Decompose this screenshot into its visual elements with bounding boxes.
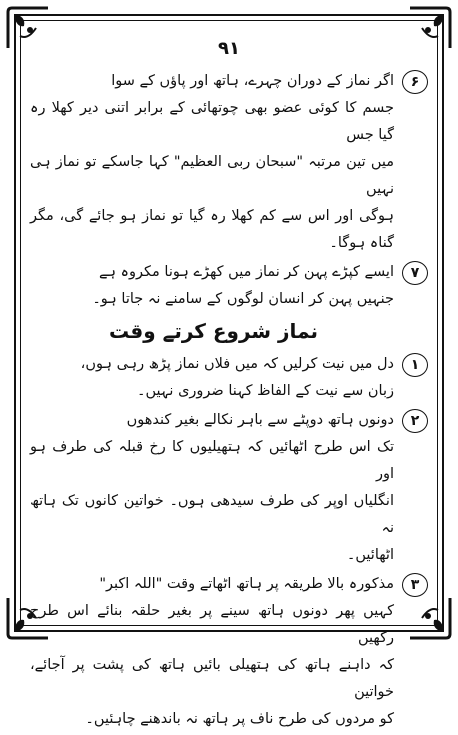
item-number-badge: ۶	[402, 70, 428, 94]
item-number-badge: ۷	[402, 261, 428, 285]
section-heading: نماز شروع کرتے وقت	[108, 319, 318, 343]
text-line: تک اس طرح اٹھائیں کہ ہتھیلیوں کا رخ قبلہ کی طرف ہو اور	[30, 439, 394, 482]
text-line: انگلیاں اوپر کی طرف سیدھی ہوں۔ خواتین کانوں تک ہاتھ نہ	[30, 493, 394, 536]
list-item	[30, 259, 428, 313]
list-item	[30, 571, 428, 733]
text-line: اٹھائیں۔	[346, 547, 394, 563]
item-number-badge: ۳	[402, 573, 428, 597]
text-line: کہ داہنے ہاتھ کی ہتھیلی بائیں ہاتھ کی پشت پر آجائے، خواتین	[30, 657, 394, 700]
text-line: کہیں پھر دونوں ہاتھ سینے پر بغیر حلقہ بنائے اس طرح رکھیں	[30, 603, 394, 646]
list-item	[30, 68, 428, 257]
text-line: ایسے کپڑے پہن کر نماز میں کھڑے ہونا مکروہ ہے	[98, 264, 394, 280]
text-line: جنہیں پہن کر انسان لوگوں کے سامنے نہ جاتا ہو۔	[92, 291, 394, 307]
page-number: ۹۱	[218, 38, 240, 59]
text-line: دونوں ہاتھ دوپٹے سے باہر نکالے بغیر کندھوں	[126, 412, 394, 428]
text-line: جسم کا کوئی عضو بھی چوتھائی کے برابر اتنی دیر کھلا رہ گیا جس	[30, 100, 394, 143]
text-line: مذکورہ بالا طریقہ پر ہاتھ اٹھاتے وقت "اللہ اکبر"	[99, 576, 394, 592]
item-number-badge: ۱	[402, 353, 428, 377]
text-line: زبان سے نیت کے الفاظ کہنا ضروری نہیں۔	[137, 383, 394, 399]
list-item	[30, 407, 428, 569]
text-line: میں تین مرتبہ "سبحان ربی العظیم" کہا جاسکے تو نماز ہی نہیں	[30, 154, 394, 197]
list-item	[30, 351, 428, 405]
text-line: ہوگی اور اس سے کم کھلا رہ گیا تو نماز ہو جائے گی، مگر گناہ ہوگا۔	[30, 208, 394, 251]
text-line: کو مردوں کی طرح ناف پر ہاتھ نہ باندھنے چاہئیں۔	[85, 711, 394, 727]
text-line: اگر نماز کے دوران چہرے، ہاتھ اور پاؤں کے سوا	[111, 73, 394, 89]
text-line: دل میں نیت کرلیں کہ میں فلاں نماز پڑھ رہی ہوں،	[80, 356, 394, 372]
page-content	[30, 68, 428, 735]
item-number-badge: ۲	[402, 409, 428, 433]
